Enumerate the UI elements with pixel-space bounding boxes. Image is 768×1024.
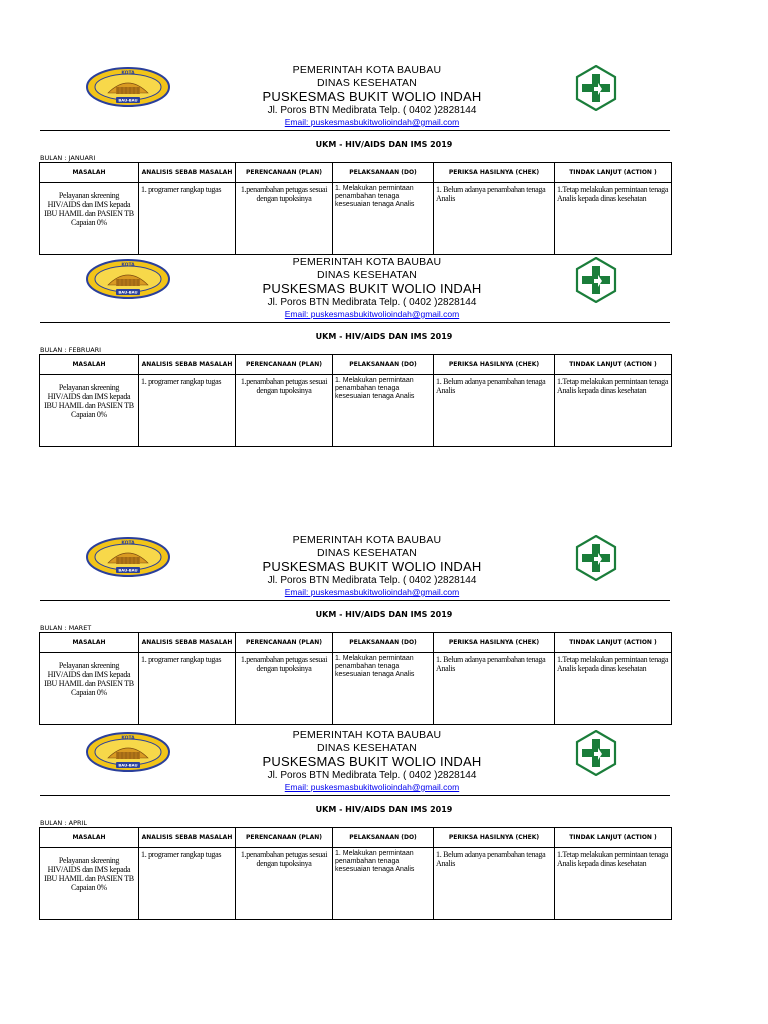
table-row [40, 375, 672, 447]
address: Jl. Poros BTN Medibrata Telp. ( 0402 )2828144 [267, 297, 477, 308]
header-divider [40, 130, 670, 131]
cell-analisis: 1. programer rangkap tugas [139, 848, 236, 920]
cell-action: 1.Tetap melakukan permintaan tenaga Analis kepada dinas kesehatan [555, 653, 672, 725]
table-header-row [40, 633, 672, 653]
column-header: PERIKSA HASILNYA (CHEK) [434, 828, 555, 848]
cell-analisis: 1. programer rangkap tugas [139, 375, 236, 447]
column-header: MASALAH [40, 828, 139, 848]
header-divider [40, 600, 670, 601]
puskesmas-cross-logo [575, 257, 617, 303]
cell-action: 1.Tetap melakukan permintaan tenaga Analis kepada dinas kesehatan [555, 848, 672, 920]
header-divider [40, 795, 670, 796]
department-name: DINAS KESEHATAN [316, 269, 418, 281]
ukm-table [39, 354, 672, 447]
report-title: UKM - HIV/AIDS DAN IMS 2019 [315, 805, 453, 814]
city-emblem-logo [86, 732, 170, 772]
govt-name: PEMERINTAH KOTA BAUBAU [292, 534, 442, 546]
report-title: UKM - HIV/AIDS DAN IMS 2019 [315, 332, 453, 341]
column-header: PERIKSA HASILNYA (CHEK) [434, 633, 555, 653]
letterhead [0, 725, 768, 795]
month-label: BULAN : MARET [40, 624, 92, 632]
address: Jl. Poros BTN Medibrata Telp. ( 0402 )2828144 [267, 105, 477, 116]
email-link[interactable]: Email: puskesmasbukitwolioindah@gmail.com [284, 117, 460, 127]
header-divider [40, 322, 670, 323]
column-header: PELAKSANAAN (DO) [333, 163, 434, 183]
cell-do: 1. Melakukan permintaan penambahan tenaga kesesuaian tenaga Analis [333, 653, 434, 725]
logo-bottom-text: BAU-BAU [118, 289, 138, 295]
logo-top-text: KOTA [121, 263, 135, 268]
table-row [40, 183, 672, 255]
table-header-row [40, 163, 672, 183]
column-header: ANALISIS SEBAB MASALAH [139, 163, 236, 183]
table-header-row [40, 828, 672, 848]
cell-masalah: Pelayanan skreening HIV/AIDS dan IMS kepada IBU HAMIL dan PASIEN TB Capaian 0% [40, 848, 139, 920]
logo-top-text: KOTA [121, 71, 135, 76]
department-name: DINAS KESEHATAN [316, 77, 418, 89]
cell-check: 1. Belum adanya penambahan tenaga Analis [434, 653, 555, 725]
cell-check: 1. Belum adanya penambahan tenaga Analis [434, 183, 555, 255]
cell-do: 1. Melakukan permintaan penambahan tenaga kesesuaian tenaga Analis [333, 183, 434, 255]
cell-plan: 1.penambahan petugas sesuai dengan tupoksinya [236, 653, 333, 725]
puskesmas-cross-logo [575, 730, 617, 776]
cell-check: 1. Belum adanya penambahan tenaga Analis [434, 848, 555, 920]
letterhead [0, 60, 768, 130]
puskesmas-name: PUSKESMAS BUKIT WOLIO INDAH [262, 281, 482, 296]
cell-check: 1. Belum adanya penambahan tenaga Analis [434, 375, 555, 447]
logo-top-text: KOTA [121, 541, 135, 546]
column-header: MASALAH [40, 633, 139, 653]
column-header: PERENCANAAN (PLAN) [236, 355, 333, 375]
cell-do: 1. Melakukan permintaan penambahan tenaga kesesuaian tenaga Analis [333, 848, 434, 920]
email-link[interactable]: Email: puskesmasbukitwolioindah@gmail.com [284, 782, 460, 792]
cell-masalah: Pelayanan skreening HIV/AIDS dan IMS kepada IBU HAMIL dan PASIEN TB Capaian 0% [40, 183, 139, 255]
table-row [40, 653, 672, 725]
cell-analisis: 1. programer rangkap tugas [139, 653, 236, 725]
column-header: PELAKSANAAN (DO) [333, 828, 434, 848]
column-header: PERENCANAAN (PLAN) [236, 828, 333, 848]
letterhead [0, 252, 768, 322]
column-header: ANALISIS SEBAB MASALAH [139, 355, 236, 375]
cell-plan: 1.penambahan petugas sesuai dengan tupoksinya [236, 848, 333, 920]
puskesmas-name: PUSKESMAS BUKIT WOLIO INDAH [262, 559, 482, 574]
column-header: PERIKSA HASILNYA (CHEK) [434, 163, 555, 183]
table-row [40, 848, 672, 920]
logo-top-text: KOTA [121, 736, 135, 741]
report-title: UKM - HIV/AIDS DAN IMS 2019 [315, 610, 453, 619]
cell-masalah: Pelayanan skreening HIV/AIDS dan IMS kepada IBU HAMIL dan PASIEN TB Capaian 0% [40, 653, 139, 725]
cell-do: 1. Melakukan permintaan penambahan tenaga kesesuaian tenaga Analis [333, 375, 434, 447]
column-header: TINDAK LANJUT (ACTION ) [555, 355, 672, 375]
column-header: PERENCANAAN (PLAN) [236, 633, 333, 653]
column-header: PELAKSANAAN (DO) [333, 633, 434, 653]
cell-plan: 1.penambahan petugas sesuai dengan tupoksinya [236, 375, 333, 447]
month-label: BULAN : JANUARI [40, 154, 96, 162]
govt-name: PEMERINTAH KOTA BAUBAU [292, 256, 442, 268]
column-header: ANALISIS SEBAB MASALAH [139, 633, 236, 653]
ukm-table [39, 632, 672, 725]
month-label: BULAN : APRIL [40, 819, 88, 827]
column-header: TINDAK LANJUT (ACTION ) [555, 633, 672, 653]
column-header: PELAKSANAAN (DO) [333, 355, 434, 375]
department-name: DINAS KESEHATAN [316, 547, 418, 559]
column-header: PERIKSA HASILNYA (CHEK) [434, 355, 555, 375]
city-emblem-logo [86, 259, 170, 299]
report-title: UKM - HIV/AIDS DAN IMS 2019 [315, 140, 453, 149]
email-link[interactable]: Email: puskesmasbukitwolioindah@gmail.com [284, 309, 460, 319]
govt-name: PEMERINTAH KOTA BAUBAU [292, 64, 442, 76]
puskesmas-cross-logo [575, 65, 617, 111]
table-header-row [40, 355, 672, 375]
letterhead [0, 530, 768, 600]
cell-action: 1.Tetap melakukan permintaan tenaga Analis kepada dinas kesehatan [555, 375, 672, 447]
department-name: DINAS KESEHATAN [316, 742, 418, 754]
cell-analisis: 1. programer rangkap tugas [139, 183, 236, 255]
logo-bottom-text: BAU-BAU [118, 97, 138, 103]
ukm-table [39, 162, 672, 255]
city-emblem-logo [86, 67, 170, 107]
cell-masalah: Pelayanan skreening HIV/AIDS dan IMS kepada IBU HAMIL dan PASIEN TB Capaian 0% [40, 375, 139, 447]
address: Jl. Poros BTN Medibrata Telp. ( 0402 )2828144 [267, 770, 477, 781]
email-link[interactable]: Email: puskesmasbukitwolioindah@gmail.com [284, 587, 460, 597]
column-header: MASALAH [40, 163, 139, 183]
govt-name: PEMERINTAH KOTA BAUBAU [292, 729, 442, 741]
column-header: MASALAH [40, 355, 139, 375]
month-label: BULAN : FEBRUARI [40, 346, 102, 354]
ukm-table [39, 827, 672, 920]
cell-plan: 1.penambahan petugas sesuai dengan tupoksinya [236, 183, 333, 255]
logo-bottom-text: BAU-BAU [118, 567, 138, 573]
city-emblem-logo [86, 537, 170, 577]
puskesmas-name: PUSKESMAS BUKIT WOLIO INDAH [262, 89, 482, 104]
column-header: PERENCANAAN (PLAN) [236, 163, 333, 183]
puskesmas-name: PUSKESMAS BUKIT WOLIO INDAH [262, 754, 482, 769]
column-header: TINDAK LANJUT (ACTION ) [555, 828, 672, 848]
logo-bottom-text: BAU-BAU [118, 762, 138, 768]
column-header: TINDAK LANJUT (ACTION ) [555, 163, 672, 183]
address: Jl. Poros BTN Medibrata Telp. ( 0402 )2828144 [267, 575, 477, 586]
puskesmas-cross-logo [575, 535, 617, 581]
column-header: ANALISIS SEBAB MASALAH [139, 828, 236, 848]
cell-action: 1.Tetap melakukan permintaan tenaga Analis kepada dinas kesehatan [555, 183, 672, 255]
